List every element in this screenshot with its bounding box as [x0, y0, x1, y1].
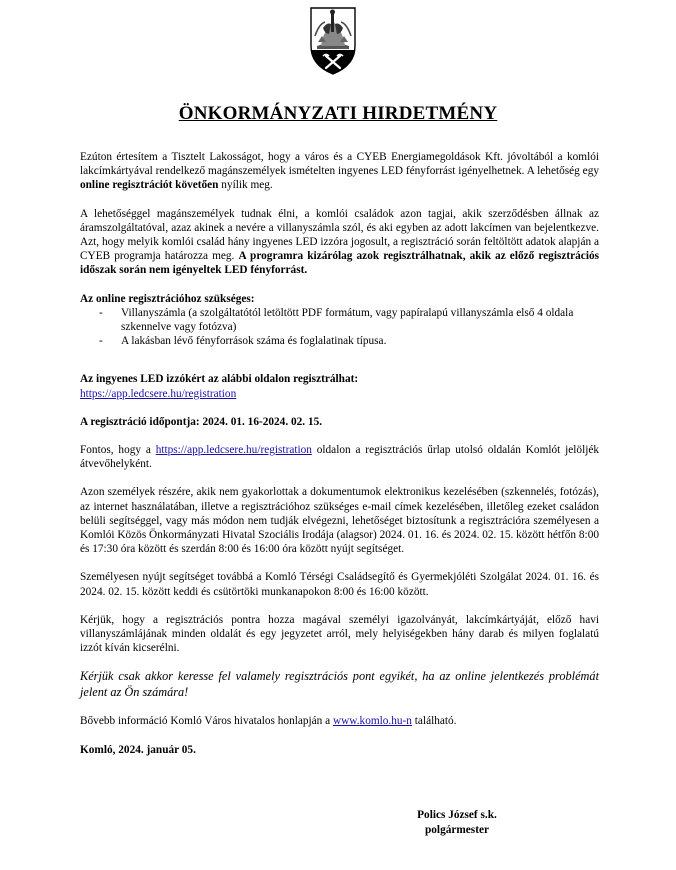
- registration-period: A regisztráció időpontja: 2024. 01. 16-2024. 02. 15.: [80, 415, 323, 428]
- pickup-paragraph: Fontos, hogy a https://app.ledcsere.hu/registration oldalon a regisztrációs űrlap utolsó oldalán Komlót jelöljék átvevőhelyként.: [80, 444, 600, 471]
- document-body: [80, 150, 599, 757]
- notice-paragraph: Kérjük csak akkor keresse fel valamely regisztrációs pont egyikét, ha az online jelentkezés problémát jelent az Ön számára!: [80, 669, 599, 699]
- registration-link[interactable]: https://app.ledcsere.hu/registration: [80, 387, 237, 400]
- requirements-heading: Az online regisztrációhoz szükséges:: [80, 292, 255, 305]
- page-title: ÖNKORMÁNYZATI HIRDETMÉNY: [178, 103, 498, 124]
- eligibility-paragraph: A lehetőséggel magánszemélyek tudnak élni, a komlói családok azon tagjai, akik szerződésben állnak az áramszolgáltatóval, azaz akinek a nevére a villanyszámla szól, és aki egyben az adott lakcímen van bejelentkezve. Azt, hogy melyik komlói család hány ingyenes LED izzóra jogosult, a regisztráció során feltöltött adatok alapján a CYEB programja határozza meg. A programra kizárólag azok regisztrálhatnak, akik az előző regisztrációs időszak során nem igényeltek LED fényforrást.: [80, 207, 599, 277]
- assistance-paragraph: Azon személyek részére, akik nem gyakorlottak a dokumentumok elektronikus kezelésében (szkennelés, fotózás), az internet használatában, illetve a regisztrációhoz szükséges e-mail címek kezelésében, illetőleg ezeket családon belüli segítséggel, vagy más módon nem tudják elvégezni, lehetőséget biztosítunk a regisztrációra személyesen a Komlói Közös Önkormányzati Hivatal Szociális Irodája (alagsor) 2024. 01. 16. és 2024. 02. 15. között hétfőn 8:00 és 17:30 óra között és szerdán 8:00 és 16:00 óra között nyújt segítséget.: [80, 486, 599, 556]
- requirements-list: [80, 306, 599, 349]
- intro-paragraph: Ezúton értesítem a Tisztelt Lakosságot, hogy a város és a CYEB Energiamegoldások Kft. jóvoltából a komlói lakcímkártyával rendelkező magánszemélyek ismételten ingyenes LED fényforrást igényelhetnek. A lehetőség egy online regisztrációt követően nyílik meg.: [80, 151, 599, 192]
- signer-name: Polics József s.k.: [417, 809, 497, 821]
- family-service-paragraph: Személyesen nyújt segítséget továbbá a Komló Térségi Családsegítő és Gyermekjóléti Szolgálat 2024. 01. 16. és 2024. 02. 15. között keddi és csütörtöki munkanapokon 8:00 és 16:00 között.: [80, 571, 599, 598]
- registration-heading: Az ingyenes LED izzókért az alábbi oldalon regisztrálhat:: [80, 373, 359, 386]
- city-website-link[interactable]: www.komlo.hu-n: [332, 715, 412, 728]
- more-info-paragraph: Bővebb információ Komló Város hivatalos honlapján a www.komlo.hu-n található.: [80, 715, 457, 728]
- documents-paragraph: Kérjük, hogy a regisztrációs pontra hozza magával személyi igazolványát, lakcímkártyáját, előző havi villanyszámlájának minden oldalát és egy jegyzetet arról, mely helyiségekben hány darab és milyen foglalatú izzót kíván kicserélni.: [80, 613, 599, 655]
- list-item: - A lakásban lévő fényforrások száma és foglalatinak típusa.: [99, 335, 387, 348]
- list-item: - Villanyszámla (a szolgáltatótól letöltött PDF formátum, vagy papíralapú villanyszámla első 4 oldala szkennelve vagy fotózva): [99, 306, 574, 334]
- signature-block: [402, 808, 512, 838]
- document-date: Komló, 2024. január 05.: [80, 743, 196, 756]
- registration-link-inline[interactable]: https://app.ledcsere.hu/registration: [155, 444, 312, 457]
- coat-of-arms-icon: [309, 6, 357, 76]
- signer-role: polgármester: [425, 824, 489, 836]
